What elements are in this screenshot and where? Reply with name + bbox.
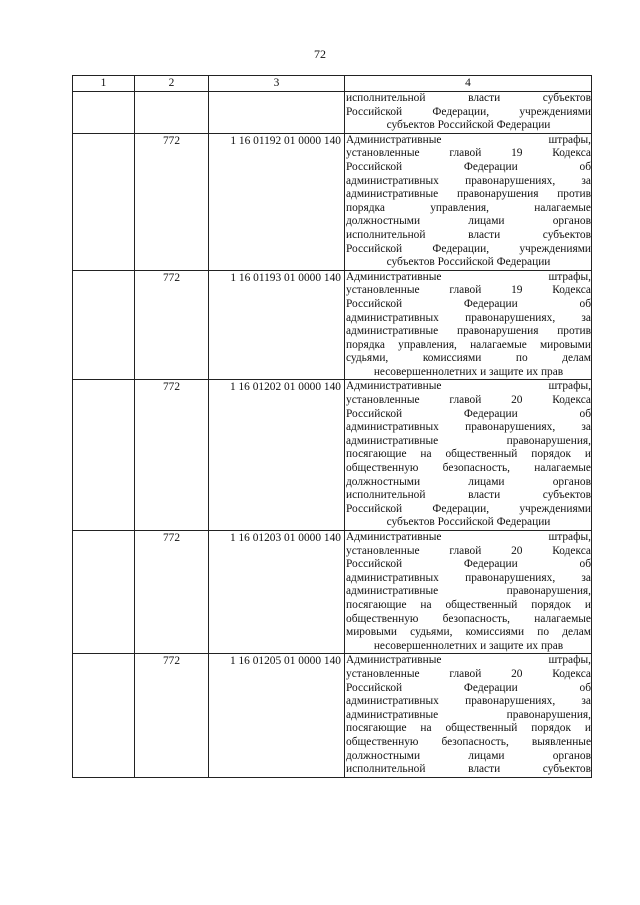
cell-admin-code: 772 — [135, 380, 209, 531]
description-line: установленные главой 20 Кодекса — [346, 667, 591, 680]
description-line: установленные главой 20 Кодекса — [346, 544, 591, 557]
description-line: административных правонарушениях, за — [346, 311, 591, 324]
description-line: должностными лицами органов — [346, 749, 591, 762]
description-line: субъектов Российской Федерации — [386, 516, 551, 529]
cell-admin-code — [135, 92, 209, 134]
table-row — [73, 531, 592, 654]
description-line: посягающие на общественный порядок и — [346, 722, 591, 735]
header-cell-1: 1 — [73, 76, 135, 92]
description-line: административных правонарушениях, за — [346, 571, 591, 584]
description-line: Российской Федерации об — [346, 407, 591, 420]
cell-budget-code: 1 16 01202 01 0000 140 — [209, 380, 345, 531]
description-line: субъектов Российской Федерации — [386, 256, 551, 269]
table-row — [73, 133, 592, 270]
description-line: несовершеннолетних и защите их прав — [373, 365, 564, 378]
cell-description — [345, 654, 592, 777]
description-line: общественную безопасность, налагаемые — [346, 612, 591, 625]
cell-budget-code — [209, 92, 345, 134]
description-line: мировыми судьями, комиссиями по делам — [346, 626, 591, 639]
description-line: Российской Федерации об — [346, 558, 591, 571]
description-line: порядка управления, налагаемые — [346, 201, 591, 214]
description-line: Административные штрафы, — [346, 270, 591, 283]
page-number: 72 — [314, 47, 326, 61]
description-line: посягающие на общественный порядок и — [346, 448, 591, 461]
table-header-row — [73, 76, 592, 92]
cell-empty — [73, 92, 135, 134]
table-row — [73, 654, 592, 777]
description-line: Российской Федерации об — [346, 681, 591, 694]
cell-empty — [73, 531, 135, 654]
description-line: несовершеннолетних и защите их прав — [373, 639, 564, 652]
description-line: Российской Федерации об — [346, 297, 591, 310]
description-line: Административные штрафы, — [346, 133, 591, 146]
description-line: административные правонарушения против — [346, 325, 591, 338]
cell-admin-code: 772 — [135, 531, 209, 654]
cell-description — [345, 133, 592, 270]
description-line: административные правонарушения, — [346, 434, 591, 447]
description-line: установленные главой 20 Кодекса — [346, 394, 591, 407]
description-line: общественную безопасность, выявленные — [346, 735, 591, 748]
description-line: административные правонарушения против — [346, 188, 591, 201]
description-line: установленные главой 19 Кодекса — [346, 284, 591, 297]
header-cell-2: 2 — [135, 76, 209, 92]
cell-description — [345, 380, 592, 531]
description-line: Административные штрафы, — [346, 531, 591, 543]
description-line: исполнительной власти субъектов — [346, 92, 591, 104]
description-line: административные правонарушения, — [346, 708, 591, 721]
budget-code-table — [72, 75, 592, 778]
description-line: Российской Федерации, учреждениями — [346, 242, 591, 255]
description-line: порядка управления, налагаемые мировыми — [346, 338, 591, 351]
description-line: административных правонарушениях, за — [346, 695, 591, 708]
description-line: общественную безопасность, налагаемые — [346, 462, 591, 475]
cell-description — [345, 270, 592, 380]
cell-empty — [73, 270, 135, 380]
description-line: исполнительной власти субъектов — [346, 763, 591, 776]
cell-budget-code: 1 16 01192 01 0000 140 — [209, 133, 345, 270]
description-line: должностными лицами органов — [346, 475, 591, 488]
header-cell-3: 3 — [209, 76, 345, 92]
cell-empty — [73, 380, 135, 531]
description-line: административных правонарушениях, за — [346, 421, 591, 434]
cell-empty — [73, 133, 135, 270]
description-line: административные правонарушения, — [346, 585, 591, 598]
cell-budget-code: 1 16 01193 01 0000 140 — [209, 270, 345, 380]
description-line: Российской Федерации об — [346, 160, 591, 173]
table-row — [73, 92, 592, 134]
cell-admin-code: 772 — [135, 654, 209, 777]
table-row — [73, 380, 592, 531]
cell-admin-code: 772 — [135, 133, 209, 270]
cell-admin-code: 772 — [135, 270, 209, 380]
header-cell-4: 4 — [345, 76, 592, 92]
description-line: установленные главой 19 Кодекса — [346, 147, 591, 160]
description-line: Административные штрафы, — [346, 654, 591, 667]
description-line: посягающие на общественный порядок и — [346, 598, 591, 611]
cell-budget-code: 1 16 01203 01 0000 140 — [209, 531, 345, 654]
description-line: исполнительной власти субъектов — [346, 228, 591, 241]
table-row — [73, 270, 592, 380]
description-line: Административные штрафы, — [346, 380, 591, 393]
description-line: исполнительной власти субъектов — [346, 489, 591, 502]
description-line: субъектов Российской Федерации — [386, 119, 551, 132]
cell-description — [345, 531, 592, 654]
cell-budget-code: 1 16 01205 01 0000 140 — [209, 654, 345, 777]
description-line: судьями, комиссиями по делам — [346, 352, 591, 365]
cell-empty — [73, 654, 135, 777]
description-line: должностными лицами органов — [346, 215, 591, 228]
description-line: административных правонарушениях, за — [346, 174, 591, 187]
description-line: Российской Федерации, учреждениями — [346, 105, 591, 118]
description-line: Российской Федерации, учреждениями — [346, 502, 591, 515]
cell-description — [345, 92, 592, 134]
